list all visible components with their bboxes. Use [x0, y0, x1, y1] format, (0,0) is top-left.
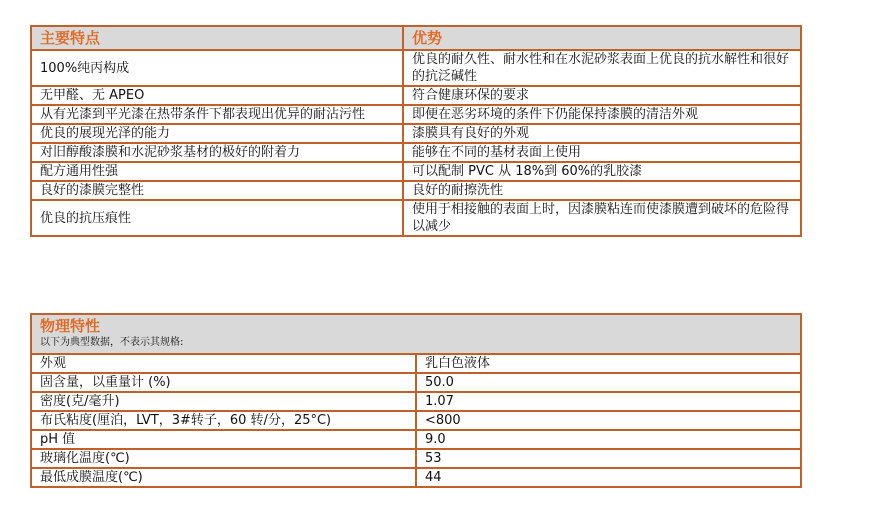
feature-cell: 100%纯丙构成 — [31, 50, 403, 86]
features-row — [31, 181, 801, 200]
property-name: 玻璃化温度(℃) — [31, 449, 416, 468]
properties-title-cell — [31, 314, 801, 354]
property-name: 外观 — [31, 354, 416, 373]
feature-cell: 无甲醛、无 APEO — [31, 86, 403, 105]
property-row — [31, 411, 801, 430]
property-name: 布氏粘度(厘泊，LVT，3#转子，60 转/分，25°C) — [31, 411, 416, 430]
advantage-cell: 优良的耐久性、耐水性和在水泥砂浆表面上优良的抗水解性和很好的抗泛碱性 — [403, 50, 801, 86]
features-table — [30, 25, 802, 237]
feature-cell: 从有光漆到平光漆在热带条件下都表现出优异的耐沾污性 — [31, 105, 403, 124]
features-header-advantage: 优势 — [403, 26, 801, 50]
properties-title: 物理特性 — [40, 317, 101, 335]
advantage-cell: 能够在不同的基材表面上使用 — [403, 143, 801, 162]
features-header-row — [31, 26, 801, 50]
property-name: 密度(克/毫升) — [31, 392, 416, 411]
property-row — [31, 430, 801, 449]
advantage-cell: 即便在恶劣环境的条件下仍能保持漆膜的清洁外观 — [403, 105, 801, 124]
features-row — [31, 143, 801, 162]
feature-cell: 优良的展现光泽的能力 — [31, 124, 403, 143]
property-value: 53 — [416, 449, 801, 468]
property-value: 1.07 — [416, 392, 801, 411]
feature-cell: 对旧醇酸漆膜和水泥砂浆基材的极好的附着力 — [31, 143, 403, 162]
properties-title-row — [31, 314, 801, 354]
feature-cell: 配方通用性强 — [31, 162, 403, 181]
property-row — [31, 449, 801, 468]
features-row — [31, 200, 801, 236]
property-row — [31, 468, 801, 487]
property-row — [31, 354, 801, 373]
features-header-feature: 主要特点 — [31, 26, 403, 50]
advantage-cell: 良好的耐擦洗性 — [403, 181, 801, 200]
advantage-cell: 符合健康环保的要求 — [403, 86, 801, 105]
property-row — [31, 373, 801, 392]
features-row — [31, 105, 801, 124]
features-row — [31, 86, 801, 105]
property-row — [31, 392, 801, 411]
advantage-cell: 使用于相接触的表面上时，因漆膜粘连而使漆膜遭到破坏的危险得以减少 — [403, 200, 801, 236]
features-row — [31, 162, 801, 181]
property-value: 9.0 — [416, 430, 801, 449]
property-name: pH 值 — [31, 430, 416, 449]
properties-note: 以下为典型数据，不表示其规格: — [40, 337, 184, 348]
property-value: 44 — [416, 468, 801, 487]
advantage-cell: 可以配制 PVC 从 18%到 60%的乳胶漆 — [403, 162, 801, 181]
property-value: <800 — [416, 411, 801, 430]
property-value: 50.0 — [416, 373, 801, 392]
properties-table — [30, 313, 802, 488]
feature-cell: 优良的抗压痕性 — [31, 200, 403, 236]
property-name: 固含量，以重量计 (%) — [31, 373, 416, 392]
property-name: 最低成膜温度(℃) — [31, 468, 416, 487]
features-row — [31, 124, 801, 143]
property-value: 乳白色液体 — [416, 354, 801, 373]
feature-cell: 良好的漆膜完整性 — [31, 181, 403, 200]
features-row — [31, 50, 801, 86]
advantage-cell: 漆膜具有良好的外观 — [403, 124, 801, 143]
